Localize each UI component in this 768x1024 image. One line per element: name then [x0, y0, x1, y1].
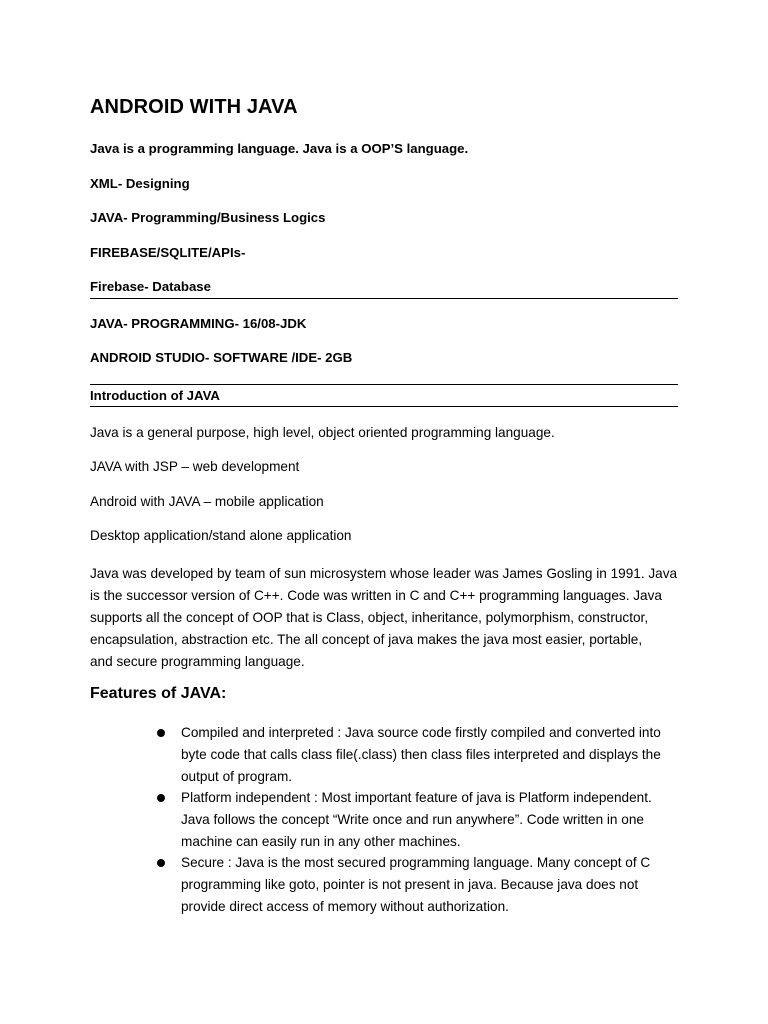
- features-heading: Features of JAVA:: [90, 685, 227, 702]
- feature-text: [181, 722, 701, 788]
- feature-line: byte code that calls class file(.class) then class files interpreted and displays the: [181, 747, 661, 762]
- feature-line: Java follows the concept “Write once and run anywhere”. Code written in one: [181, 812, 644, 827]
- divider: [90, 298, 678, 299]
- feature-line: Platform independent : Most important feature of java is Platform independent.: [181, 790, 652, 805]
- feature-line: machine can easily run in any other machines.: [181, 834, 461, 849]
- description-line: Android with JAVA – mobile application: [90, 494, 324, 509]
- description-line: JAVA with JSP – web development: [90, 459, 300, 474]
- feature-line: Secure : Java is the most secured programming language. Many concept of C: [181, 855, 651, 870]
- paragraph-line: supports all the concept of OOP that is Class, object, inheritance, polymorphism, constructor,: [90, 610, 649, 625]
- description-line: Desktop application/stand alone application: [90, 528, 352, 543]
- bullet-icon: [157, 859, 165, 867]
- divider: [90, 406, 678, 407]
- intro-line: JAVA- PROGRAMMING- 16/08-JDK: [90, 316, 307, 331]
- bullet-icon: [157, 729, 165, 737]
- intro-line: FIREBASE/SQLITE/APIs-: [90, 245, 246, 260]
- paragraph-line: Java was developed by team of sun microsystem whose leader was James Gosling in 1991. Java: [90, 566, 678, 581]
- document-title: ANDROID WITH JAVA: [90, 96, 298, 118]
- feature-line: programming like goto, pointer is not present in java. Because java does not: [181, 877, 639, 892]
- bullet-icon: [157, 794, 165, 802]
- intro-line: Java is a programming language. Java is a OOP’S language.: [90, 141, 469, 156]
- intro-line: JAVA- Programming/Business Logics: [90, 210, 326, 225]
- intro-line: Firebase- Database: [90, 279, 211, 294]
- feature-text: [181, 852, 701, 918]
- section-heading: Introduction of JAVA: [90, 388, 220, 403]
- feature-line: Compiled and interpreted : Java source code firstly compiled and converted into: [181, 725, 661, 740]
- intro-line: XML- Designing: [90, 176, 190, 191]
- feature-line: output of program.: [181, 769, 293, 784]
- feature-line: provide direct access of memory without authorization.: [181, 899, 509, 914]
- feature-text: [181, 787, 701, 853]
- divider: [90, 384, 678, 385]
- paragraph-line: encapsulation, abstraction etc. The all concept of java makes the java most easier, portable,: [90, 632, 643, 647]
- intro-line: ANDROID STUDIO- SOFTWARE /IDE- 2GB: [90, 350, 353, 365]
- paragraph-line: and secure programming language.: [90, 654, 305, 669]
- paragraph-line: is the successor version of C++. Code was written in C and C++ programming languages. Java: [90, 588, 662, 603]
- description-line: Java is a general purpose, high level, object oriented programming language.: [90, 425, 555, 440]
- history-paragraph: [90, 563, 690, 673]
